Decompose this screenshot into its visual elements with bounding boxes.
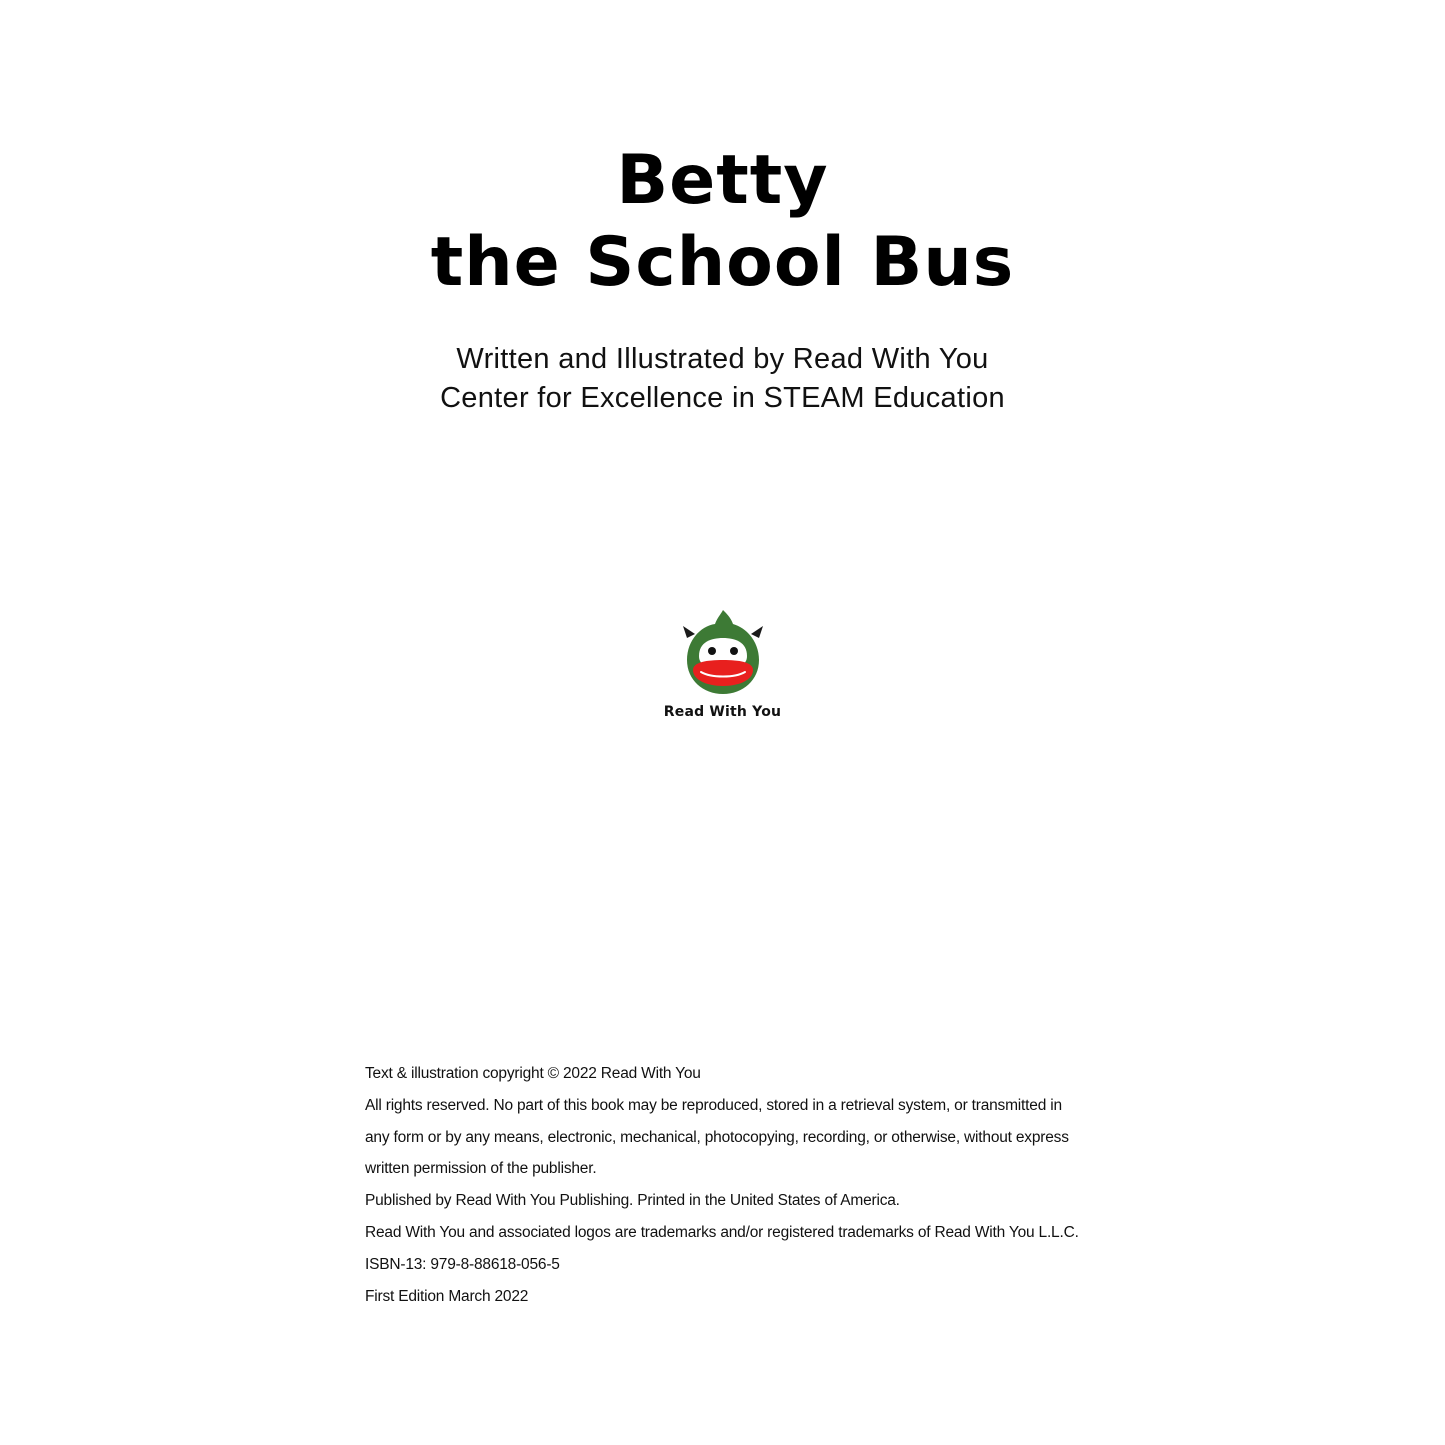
publisher-logo — [0, 604, 1445, 720]
isbn-line: ISBN-13: 979-8-88618-056-5 — [365, 1255, 560, 1273]
trademark-line: Read With You and associated logos are trademarks and/or registered trademarks of Read With You L.L.C. — [365, 1223, 1079, 1241]
rights-line-3: written permission of the publisher. — [365, 1160, 597, 1178]
credits-line-1: Written and Illustrated by Read With You — [456, 343, 989, 375]
copyright-notice — [365, 1058, 1125, 1312]
rights-line-2: any form or by any means, electronic, mechanical, photocopying, recording, or otherwise, without express — [365, 1128, 1069, 1146]
credits — [0, 340, 1445, 418]
credits-line-2: Center for Excellence in STEAM Education — [440, 382, 1005, 414]
title-line-1: Betty — [616, 141, 829, 220]
monkey-mascot-icon — [681, 604, 765, 698]
rights-line-1: All rights reserved. No part of this book may be reproduced, stored in a retrieval system, or transmitted in — [365, 1096, 1062, 1114]
logo-text: Read With You — [663, 704, 782, 720]
book-title — [0, 140, 1445, 304]
edition-line: First Edition March 2022 — [365, 1287, 529, 1305]
title-line-2: the School Bus — [430, 223, 1015, 302]
copyright-line: Text & illustration copyright © 2022 Read With You — [365, 1065, 701, 1082]
publisher-line: Published by Read With You Publishing. Printed in the United States of America. — [365, 1192, 900, 1210]
